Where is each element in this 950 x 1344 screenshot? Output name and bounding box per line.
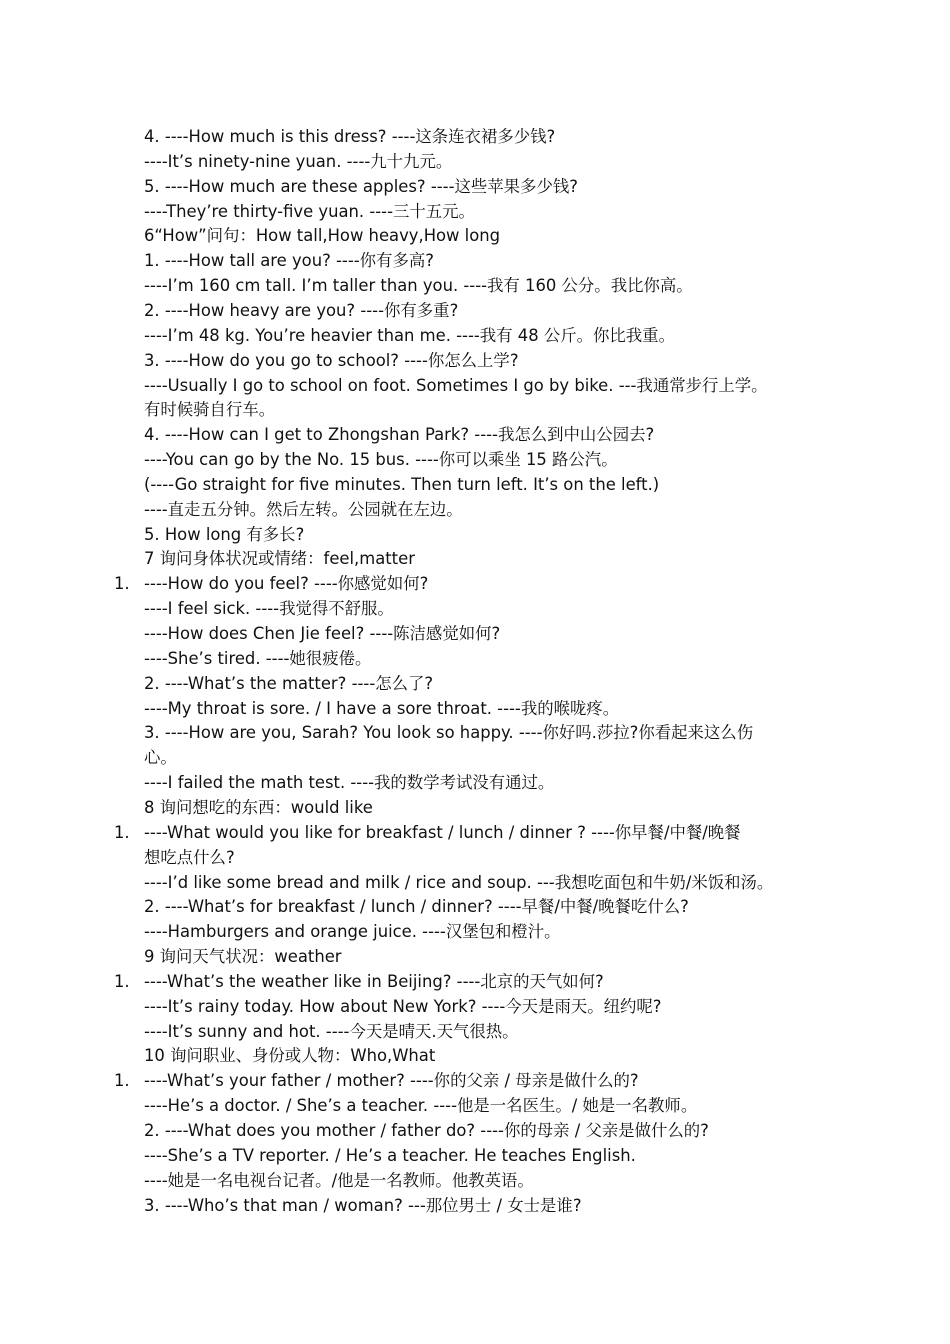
text-line: ----My throat is sore. / I have a sore throat. ----我的喉咙疼。 [144,699,620,718]
text-line: ----Usually I go to school on foot. Sometimes I go by bike. ---我通常步行上学。 [144,376,768,395]
text-line: ----I feel sick. ----我觉得不舒服。 [144,599,394,618]
text-line: 2. ----What does you mother / father do? ----你的母亲 / 父亲是做什么的? [144,1121,709,1140]
text-line: ----What’s your father / mother? ----你的父亲 / 母亲是做什么的? [144,1071,639,1090]
text-line: ----He’s a doctor. / She’s a teacher. ----他是一名医生。/ 她是一名教师。 [144,1096,698,1115]
text-line: 1. ----How tall are you? ----你有多高? [144,251,434,270]
text-line: 2. ----How heavy are you? ----你有多重? [144,301,459,320]
text-line: 2. ----What’s for breakfast / lunch / dinner? ----早餐/中餐/晚餐吃什么? [144,897,689,916]
text-line: ----她是一名电视台记者。/他是一名教师。他教英语。 [144,1171,534,1190]
text-line: 4. ----How can I get to Zhongshan Park? ----我怎么到中山公园去? [144,425,655,444]
text-line: ----It’s rainy today. How about New York? ----今天是雨天。纽约呢? [144,997,662,1016]
text-line: 有时候骑自行车。 [144,400,276,419]
text-line: ----What would you like for breakfast / lunch / dinner ? ----你早餐/中餐/晚餐 [144,823,741,842]
text-line: 7 询问身体状况或情绪：feel,matter [144,549,415,568]
text-line: 想吃点什么? [144,848,235,867]
text-line: ----It’s sunny and hot. ----今天是晴天.天气很热。 [144,1022,519,1041]
list-number: 1. [114,972,130,991]
text-line: (----Go straight for five minutes. Then turn left. It’s on the left.) [144,475,660,494]
text-line: ----I’m 160 cm tall. I’m taller than you. ----我有 160 公分。我比你高。 [144,276,693,295]
list-number: 1. [114,1071,130,1090]
text-line: ----What’s the weather like in Beijing? ----北京的天气如何? [144,972,604,991]
text-line: ----I’m 48 kg. You’re heavier than me. ----我有 48 公斤。你比我重。 [144,326,675,345]
text-line: 3. ----How are you, Sarah? You look so happy. ----你好吗.莎拉?你看起来这么伤 [144,723,754,742]
text-line: ----Hamburgers and orange juice. ----汉堡包和橙汁。 [144,922,561,941]
text-line: 3. ----How do you go to school? ----你怎么上学? [144,351,519,370]
text-line: ----It’s ninety-nine yuan. ----九十九元。 [144,152,453,171]
text-line: 9 询问天气状况：weather [144,947,342,966]
text-line: ----I’d like some bread and milk / rice and soup. ---我想吃面包和牛奶/米饭和汤。 [144,873,774,892]
text-line: ----She’s tired. ----她很疲倦。 [144,649,372,668]
text-line: ----How does Chen Jie feel? ----陈洁感觉如何? [144,624,501,643]
text-line: ----I failed the math test. ----我的数学考试没有通过。 [144,773,555,792]
text-line: 5. How long 有多长? [144,525,305,544]
text-line: ----You can go by the No. 15 bus. ----你可以乘坐 15 路公汽。 [144,450,618,469]
text-line: 6“How”问句：How tall,How heavy,How long [144,226,501,245]
text-line: 2. ----What’s the matter? ----怎么了? [144,674,434,693]
text-line: ----She’s a TV reporter. / He’s a teacher. He teaches English. [144,1146,636,1165]
list-number: 1. [114,574,130,593]
text-line: 心。 [144,748,177,767]
text-line: 4. ----How much is this dress? ----这条连衣裙多少钱? [144,127,556,146]
text-line: ----直走五分钟。然后左转。公园就在左边。 [144,500,463,519]
text-line: 8 询问想吃的东西：would like [144,798,373,817]
text-line: ----How do you feel? ----你感觉如何? [144,574,429,593]
text-line: 3. ----Who’s that man / woman? ---那位男士 / 女士是谁? [144,1196,582,1215]
list-number: 1. [114,823,130,842]
text-line: ----They’re thirty-five yuan. ----三十五元。 [144,202,475,221]
text-line: 5. ----How much are these apples? ----这些苹果多少钱? [144,177,578,196]
text-line: 10 询问职业、身份或人物：Who,What [144,1046,436,1065]
